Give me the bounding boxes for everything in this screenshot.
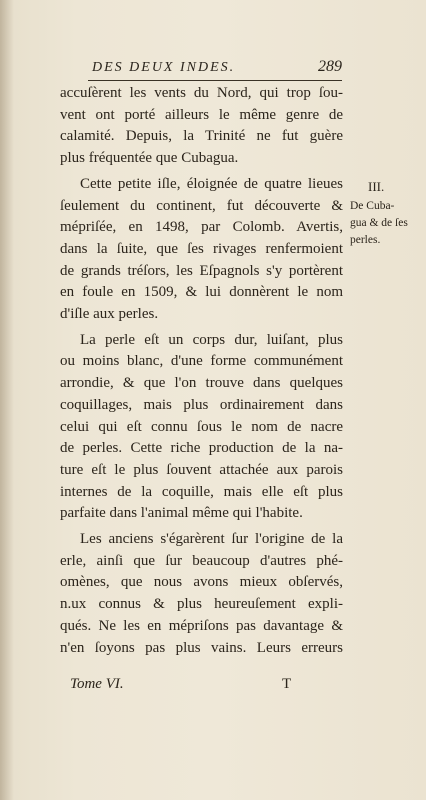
page-header — [88, 58, 342, 81]
text-line: ture eſt le plus ſouvent attachée aux parois — [60, 461, 343, 478]
text-line: ſeulement du continent, fut découverte & — [60, 197, 343, 214]
text-line: qués. Ne les en mépriſons pas davantage & — [60, 617, 343, 634]
margin-note-line: perles. — [350, 234, 381, 246]
text-line: Cette petite iſle, éloignée de quatre lieues — [80, 175, 343, 192]
signature-mark: T — [282, 676, 292, 692]
text-line: coquillages, mais plus ordinairement dans — [60, 396, 343, 413]
text-line: n'en ſoyons pas plus vains. Leurs erreurs — [60, 639, 343, 656]
text-line: Les anciens s'égarèrent ſur l'origine de la — [80, 531, 343, 548]
text-line: dans la ſuite, que ſes rivages renfermoient — [60, 240, 343, 257]
text-line: de perles. Cette riche production de la na- — [60, 440, 343, 457]
text-line: plus fréquentée que Cubagua. — [60, 150, 239, 167]
running-head: DES DEUX INDES. — [92, 60, 236, 75]
text-line: erle, ainſi que ſur beaucoup d'autres phé- — [60, 552, 343, 569]
text-line: parfaite dans l'animal même qui l'habite. — [60, 505, 303, 522]
text-line: ou moins blanc, d'une forme communément — [60, 353, 343, 370]
text-line: en foule en 1509, & lui donnèrent le nom — [60, 284, 343, 301]
page-footer — [70, 676, 310, 700]
margin-note-line: gua & de ſes — [350, 217, 408, 229]
text-line: d'iſle aux perles. — [60, 306, 159, 323]
text-line: n.ux connus & plus heureuſement expli- — [60, 596, 343, 613]
text-line: arrondie, & que l'on trouve dans quelques — [60, 375, 343, 392]
text-line: vent ont porté ailleurs le même genre de — [60, 106, 343, 123]
text-line: mépriſée, en 1498, par Colomb. Avertis, — [60, 219, 343, 236]
spine-shadow — [0, 0, 14, 800]
text-line: internes de la coquille, mais elle eſt plus — [60, 483, 343, 500]
volume-label: Tome VI. — [70, 676, 124, 692]
text-line: accuſèrent les vents du Nord, qui trop ſou- — [60, 85, 343, 101]
text-line: calamité. Depuis, la Trinité ne fut guère — [60, 128, 343, 145]
body-text — [60, 83, 343, 659]
margin-note-numeral: III. — [368, 179, 385, 194]
margin-note-line: De Cuba- — [350, 200, 395, 212]
text-line: omènes, que nous avons mieux obſervés, — [60, 574, 343, 591]
text-line: celui qui eſt connu ſous le nom de nacre — [60, 418, 343, 435]
text-line: de grands tréſors, les Eſpagnols s'y portèrent — [60, 262, 343, 279]
page-number: 289 — [318, 58, 342, 75]
margin-note — [350, 178, 422, 249]
text-line: La perle eſt un corps dur, luiſant, plus — [80, 331, 343, 348]
